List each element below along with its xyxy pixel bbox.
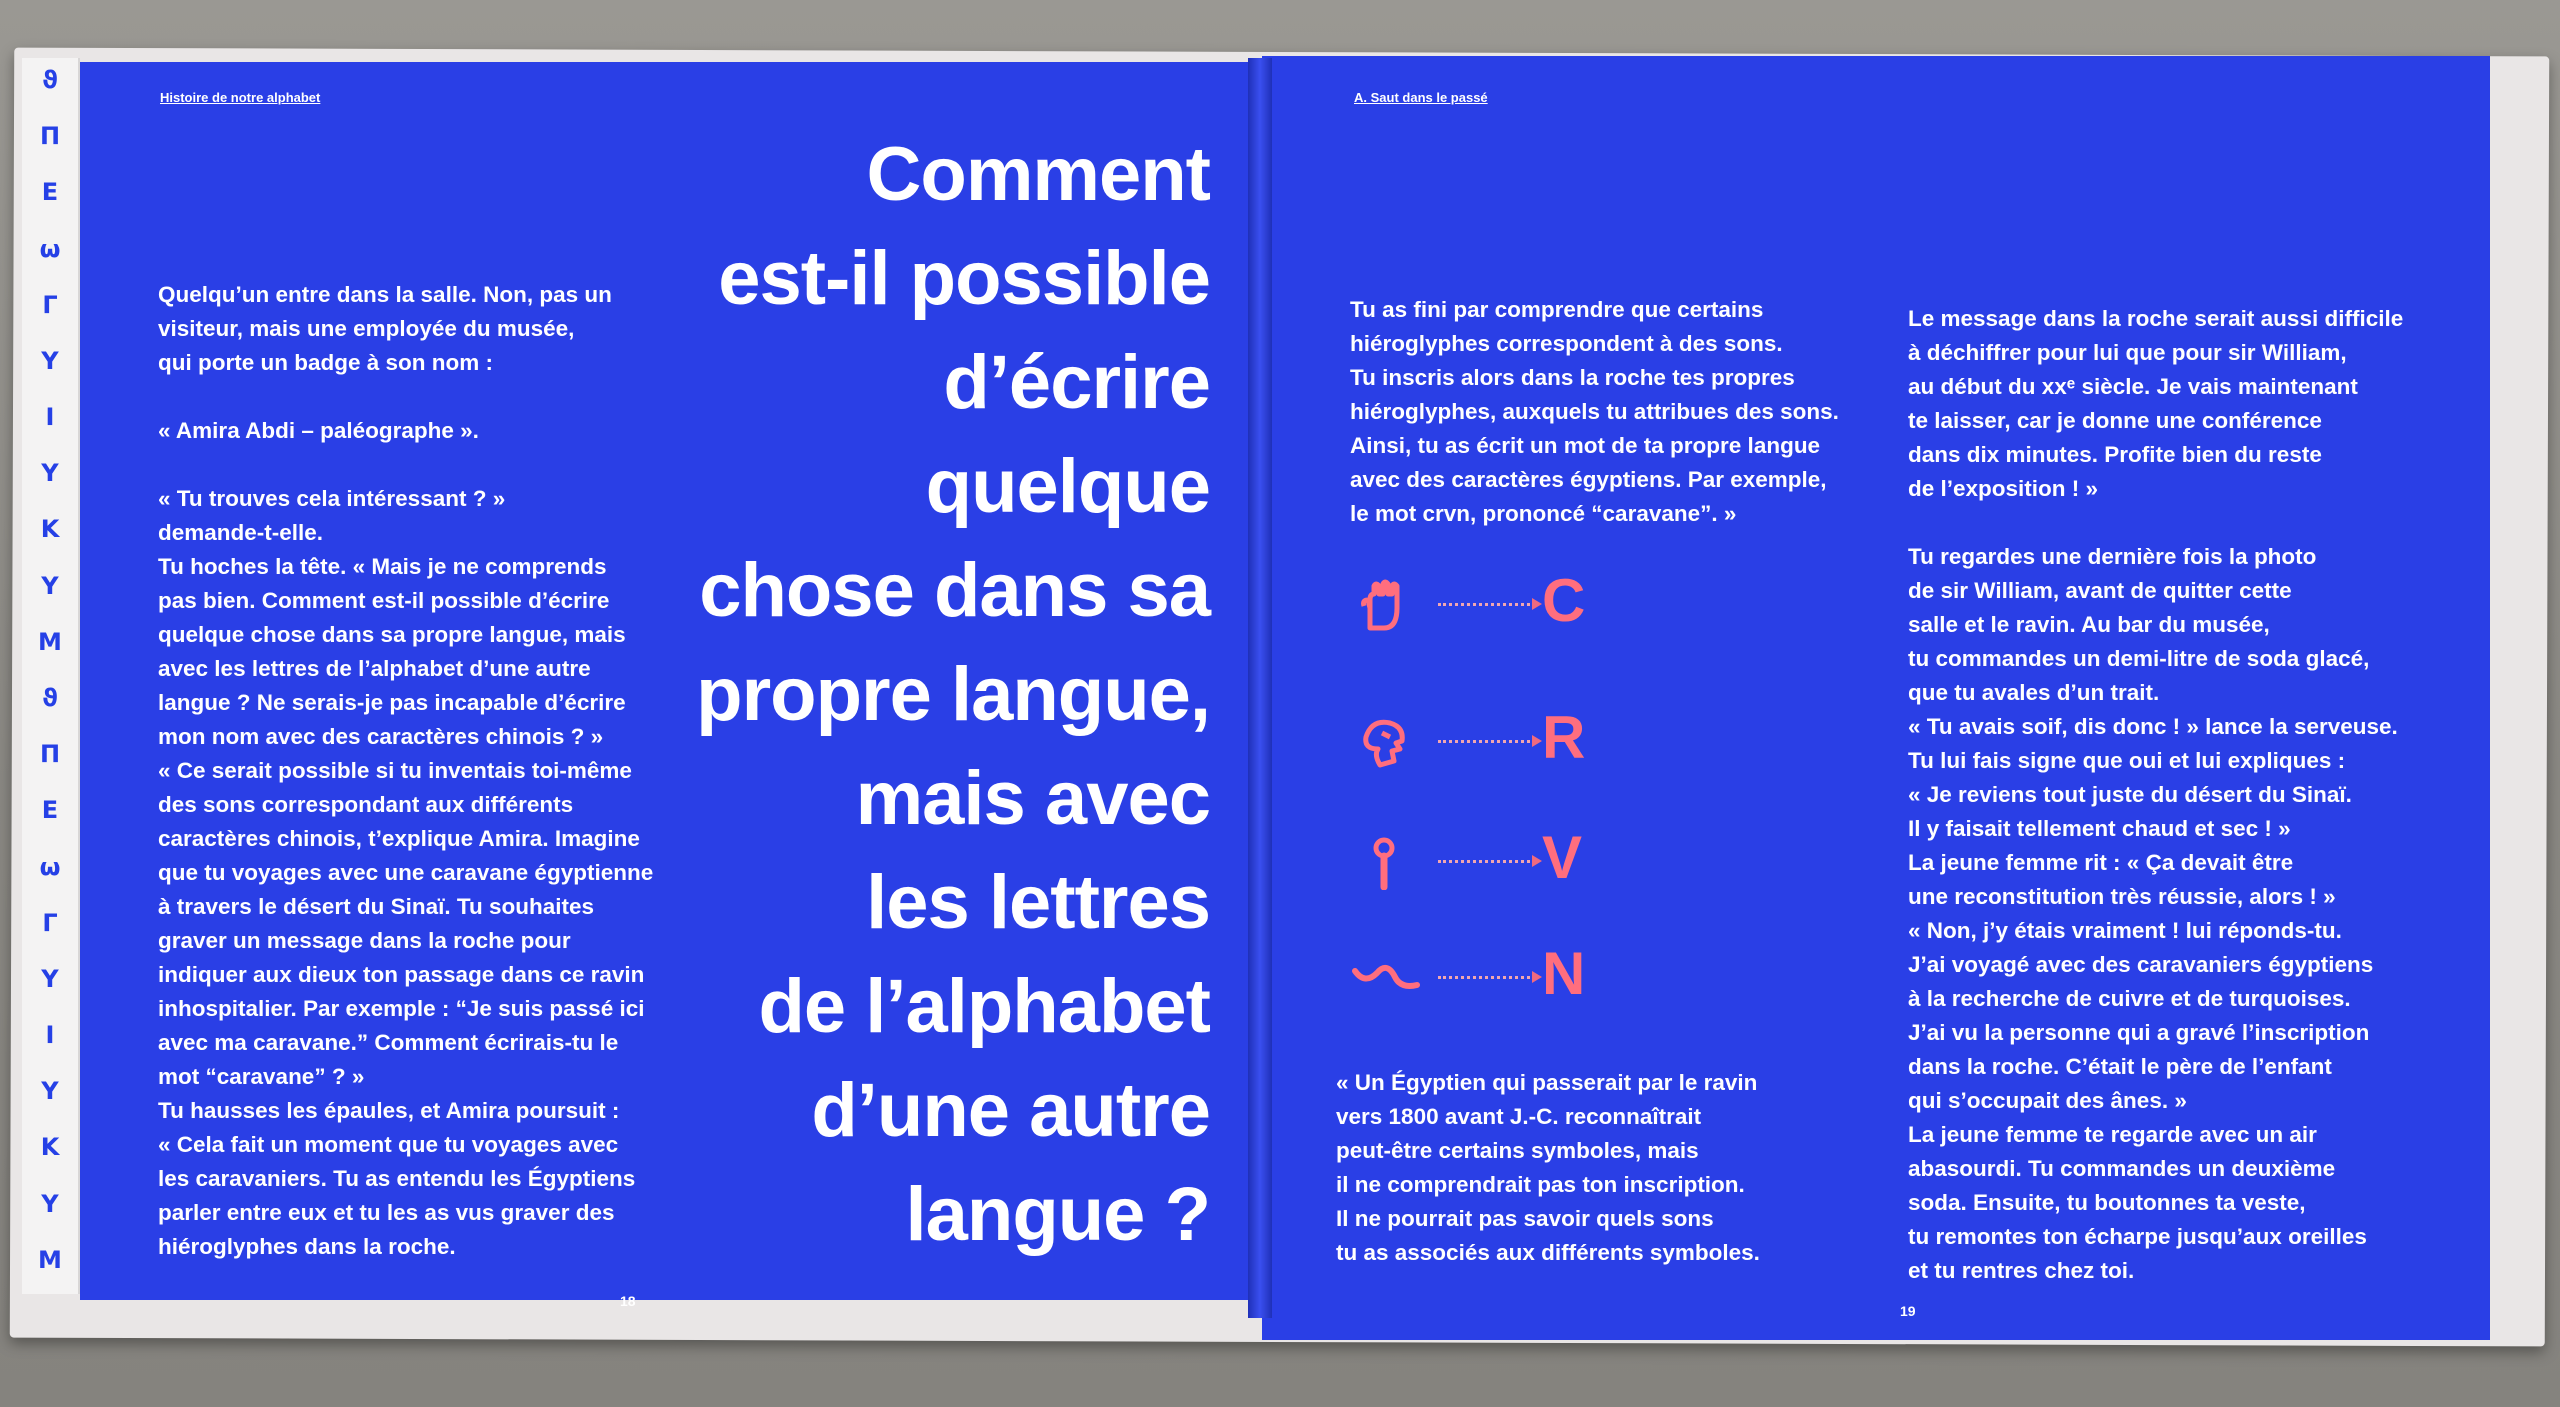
alphabet-strip-glyph: Π xyxy=(39,740,61,769)
alphabet-strip-glyph: Κ xyxy=(40,1133,60,1162)
snake-hieroglyph-icon xyxy=(1348,951,1424,1006)
alphabet-strip-glyph: Ι xyxy=(45,403,55,432)
glyph-row-n xyxy=(1356,940,1656,1013)
alphabet-strip-glyph: Μ xyxy=(38,1245,62,1274)
head-hieroglyph-icon xyxy=(1356,715,1416,770)
letter-v: V xyxy=(1542,824,1583,891)
alphabet-strip-glyph: ω xyxy=(39,234,61,263)
alphabet-strip xyxy=(22,58,80,1294)
alphabet-strip-glyph: Ε xyxy=(41,178,59,207)
book-gutter xyxy=(1248,58,1272,1318)
big-question-heading: Comment est-il possible d’écrire quelque chose dans sa propre langue, mais avec les lettres de l’alphabet d’une autre langue ? xyxy=(696,132,1210,1257)
right-quote-text: « Un Égyptien qui passerait par le ravin vers 1800 avant J.-C. reconnaîtrait peut-être certains symboles, mais il ne comprendrait pas ton inscription. Il ne pourrait pas savoir quels sons tu as associés aux différents symboles. xyxy=(1336,1070,1760,1265)
letter-n: N xyxy=(1542,940,1586,1007)
alphabet-strip-glyph: Ε xyxy=(41,796,59,825)
alphabet-strip-glyph: Π xyxy=(39,122,61,151)
alphabet-strip-glyph: Υ xyxy=(41,964,59,993)
left-column-text: Quelqu’un entre dans la salle. Non, pas un visiteur, mais une employée du musée, qui porte un badge à son nom : « Amira Abdi – paléographe ». « Tu trouves cela intéressant ? » demande-t-elle. Tu hoches la tête. « Mais je ne comprends pas bien. Comment est-il possible d’écrire quelque chose dans sa propre langue, mais avec les lettres de l’alphabet d’une autre langue ? Ne serais-je pas incapable d’écrire mon nom avec des caractères chinois ? » « Ce serait possible si tu inventais toi-même des sons correspondant aux différents caractères chinois, t’explique Amira. Imagine que tu voyages avec une caravane égyptienne à travers le désert du Sinaï. Tu souhaites graver un message dans la roche pour indiquer aux dieux ton passage dans ce ravin inhospitalier. Par exemple : “Je suis passé ici avec ma caravane.” Comment écrirais-tu le mot “caravane” ? » Tu hausses les épaules, et Amira poursuit : « Cela fait un moment que tu voyages avec les caravaniers. Tu as entendu les Égyptiens parler entre eux et tu les as vus graver des hiéroglyphes dans la roche. xyxy=(158,282,654,1259)
glyph-row-v xyxy=(1356,824,1656,897)
ankh-like-hieroglyph-icon xyxy=(1356,835,1416,890)
right-running-head: A. Saut dans le passé xyxy=(1354,90,1488,105)
right-intro-text: Tu as fini par comprendre que certains hiéroglyphes correspondent à des sons. Tu inscris alors dans la roche tes propres hiéroglyphes, auxquels tu attribues des sons. Ainsi, tu as écrit un mot de ta propre langue avec des caractères égyptiens. Par exemple, le mot crvn, prononcé “caravane”. » xyxy=(1350,297,1839,526)
alphabet-strip-glyph: Μ xyxy=(38,627,62,656)
alphabet-strip-glyph: ϑ xyxy=(42,66,58,94)
letter-r: R xyxy=(1542,704,1586,771)
alphabet-strip-glyph: ω xyxy=(39,852,61,881)
alphabet-strip-glyph: ϑ xyxy=(42,684,58,712)
alphabet-strip-glyph: Υ xyxy=(41,346,59,375)
alphabet-strip-glyph: Υ xyxy=(41,571,59,600)
glyph-row-c xyxy=(1356,567,1656,640)
letter-c: C xyxy=(1542,567,1586,634)
alphabet-strip-glyph: Υ xyxy=(41,1077,59,1106)
hand-hieroglyph-icon xyxy=(1356,578,1416,633)
alphabet-strip-glyph: Υ xyxy=(41,459,59,488)
arrow-c xyxy=(1438,603,1536,606)
left-running-head: Histoire de notre alphabet xyxy=(160,90,321,105)
glyph-row-r xyxy=(1356,704,1656,777)
right-page-number: 19 xyxy=(1900,1303,1916,1319)
arrow-n xyxy=(1438,976,1536,979)
alphabet-strip-glyph: Κ xyxy=(40,515,60,544)
right-column-text: Le message dans la roche serait aussi difficile à déchiffrer pour lui que pour sir William, au début du xxᵉ siècle. Je vais maintenant te laisser, car je donne une conférence dans dix minutes. Profite bien du reste de l’exposition ! » Tu regardes une dernière fois la photo de sir William, avant de quitter cette salle et le ravin. Au bar du musée, tu commandes un demi-litre de soda glacé, que tu avales d’un trait. « Tu avais soif, dis donc ! » lance la serveuse. Tu lui fais signe que oui et lui expliques : « Je reviens tout juste du désert du Sinaï. Il y faisait tellement chaud et sec ! » La jeune femme rit : « Ça devait être une reconstitution très réussie, alors ! » « Non, j’y étais vraiment ! lui réponds-tu. J’ai voyagé avec des caravaniers égyptiens à la recherche de cuivre et de turquoises. J’ai vu la personne qui a gravé l’inscription dans la roche. C’était le père de l’enfant qui s’occupait des ânes. » La jeune femme te regarde avec un air abasourdi. Tu commandes un deuxième soda. Ensuite, tu boutonnes ta veste, tu remontes ton écharpe jusqu’aux oreilles et tu rentres chez toi. xyxy=(1908,306,2404,1283)
alphabet-strip-glyph: Γ xyxy=(42,908,58,937)
alphabet-strip-glyph: Ι xyxy=(45,1021,55,1050)
alphabet-strip-glyph: Υ xyxy=(41,1189,59,1218)
arrow-v xyxy=(1438,860,1536,863)
left-page-number: 18 xyxy=(620,1293,636,1309)
arrow-r xyxy=(1438,740,1536,743)
alphabet-strip-glyph: Γ xyxy=(42,290,58,319)
